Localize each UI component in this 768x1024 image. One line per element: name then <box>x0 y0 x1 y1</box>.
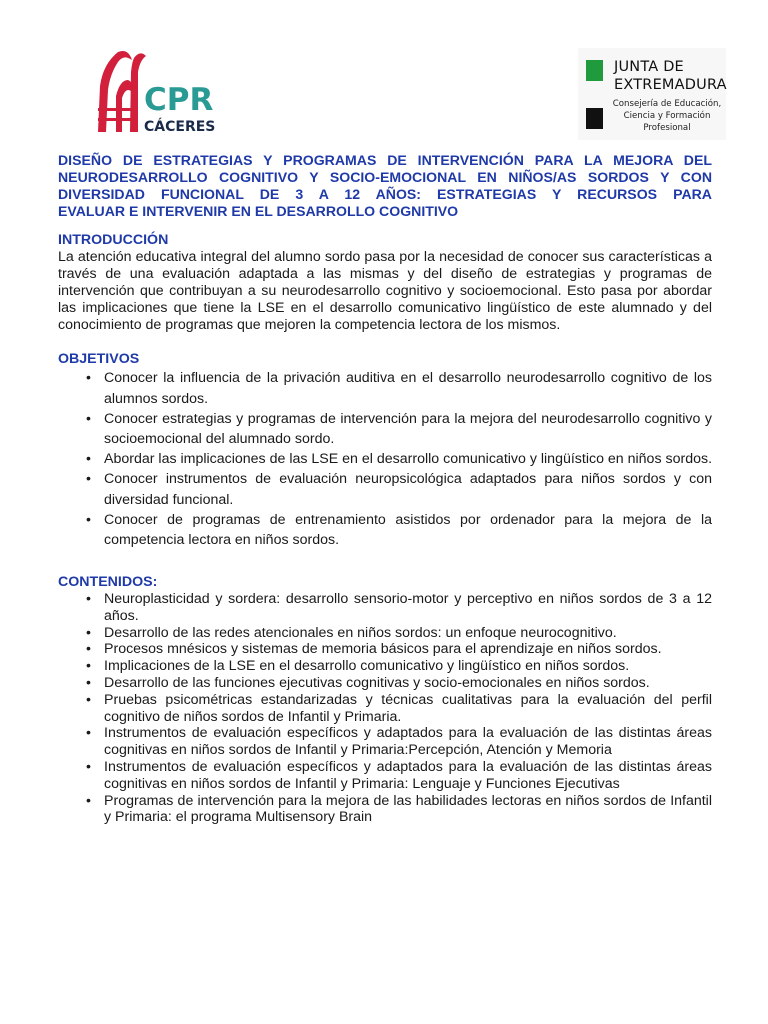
intro-heading: INTRODUCCIÓN <box>58 232 169 248</box>
content-text: Desarrollo de las redes atencionales en niños sordos: un enfoque neurocognitivo. <box>104 624 617 641</box>
objective-text: Conocer de programas de entrenamiento asistidos por ordenador para la mejora de la competencia lectora en niños sordos. <box>104 511 712 548</box>
list-item <box>58 449 712 470</box>
document-body <box>58 152 712 826</box>
consejeria-line2: Ciencia y Formación <box>623 111 711 121</box>
list-item <box>58 641 712 658</box>
list-item <box>58 591 712 625</box>
svg-text:CPR: CPR <box>144 82 214 118</box>
consejeria-label <box>611 98 723 134</box>
list-item <box>58 469 712 510</box>
bullet-icon: • <box>86 471 91 487</box>
list-item <box>58 675 712 692</box>
bullet-icon: • <box>86 658 91 675</box>
objective-text: Conocer estrategias y programas de intervención para la mejora del neurodesarrollo cognitivo y socioemocional del alumnado sordo. <box>104 410 712 447</box>
content-text: Instrumentos de evaluación específicos y adaptados para la evaluación de las distintas áreas cognitivas en niños sordos de Infantil y Primaria:Percepción, Atención y Memoria <box>104 725 712 759</box>
objective-text: Abordar las implicaciones de las LSE en el desarrollo comunicativo y lingüístico en niños sordos. <box>104 451 713 467</box>
contents-heading: CONTENIDOS: <box>58 574 158 590</box>
list-item <box>58 658 712 675</box>
cpr-letters <box>144 82 213 118</box>
objective-text: Conocer la influencia de la privación auditiva en el desarrollo neurodesarrollo cognitivo de los alumnos sordos. <box>104 370 712 407</box>
content-text: Instrumentos de evaluación específicos y adaptados para la evaluación de las distintas áreas cognitivas en niños sordos de Infantil y Primaria: Lenguaje y Funciones Ejecutivas <box>104 758 712 792</box>
junta-name <box>614 58 727 94</box>
intro-paragraph: La atención educativa integral del alumno sordo pasa por la necesidad de conocer sus características a través de una evaluación adaptada a las mismas y del diseño de estrategias y programas de intervención que contribuyan a su neurodesarrollo cognitivo y socioemocional. Esto pasa por abordar las implicaciones que tiene la LSE en el desarrollo comunicativo lingüístico de este alumnado y del conocimiento de programas que mejoren la competencia lectora de los mismos. <box>58 249 712 333</box>
bullet-icon: • <box>86 725 91 742</box>
junta-extremadura-logo <box>578 48 726 140</box>
content-text: Desarrollo de las funciones ejecutivas cognitivas y socio-emocionales en niños sordos. <box>104 674 650 691</box>
list-item <box>58 625 712 642</box>
cpr-caceres-logo <box>94 46 234 136</box>
list-item <box>58 759 712 793</box>
list-item <box>58 510 712 551</box>
objectives-heading: OBJETIVOS <box>58 351 140 367</box>
objectives-list <box>58 368 712 551</box>
objective-text: Conocer instrumentos de evaluación neuropsicológica adaptados para niños sordos y con diversidad funcional. <box>104 471 712 508</box>
bullet-icon: • <box>86 691 91 708</box>
city-label: CÁCERES <box>144 119 216 135</box>
bullet-icon: • <box>86 511 91 528</box>
black-square-icon <box>586 108 603 129</box>
list-item <box>58 793 712 827</box>
title-line: EVALUAR E INTERVENIR EN EL DESARROLLO COGNITIVO <box>58 203 459 219</box>
consejeria-line3: Profesional <box>643 123 691 133</box>
list-item <box>58 725 712 759</box>
bullet-icon: • <box>86 410 91 427</box>
bullet-icon: • <box>86 370 91 386</box>
document-title <box>58 152 712 220</box>
bullet-icon: • <box>86 641 91 658</box>
title-line: DISEÑO DE ESTRATEGIAS Y PROGRAMAS DE INTERVENCIÓN PARA LA MEJORA DEL <box>58 152 712 168</box>
junta-line1: JUNTA DE <box>614 59 684 75</box>
content-text: Programas de intervención para la mejora de las habilidades lectoras en niños sordos de Infantil y Primaria: el programa Multisensory Brain <box>104 792 712 826</box>
junta-line2: EXTREMADURA <box>614 77 727 93</box>
list-item <box>58 692 712 726</box>
content-text: Neuroplasticidad y sordera: desarrollo sensorio-motor y perceptivo en niños sordos de 3 a 12 años. <box>104 591 712 624</box>
arch-emblem <box>98 51 146 132</box>
bullet-icon: • <box>86 591 91 607</box>
content-text: Implicaciones de la LSE en el desarrollo comunicativo y lingüístico en niños sordos. <box>104 658 630 675</box>
contents-list <box>58 591 712 826</box>
green-square-icon <box>586 60 603 81</box>
list-item <box>58 409 712 450</box>
bullet-icon: • <box>86 624 91 641</box>
bullet-icon: • <box>86 792 91 809</box>
bullet-icon: • <box>86 451 91 467</box>
title-line: NEURODESARROLLO COGNITIVO Y SOCIO-EMOCIONAL EN NIÑOS/AS SORDOS Y CON <box>58 169 712 185</box>
content-text: Pruebas psicométricas estandarizadas y técnicas cualitativas para la evaluación del perfil cognitivo de niños sordos de Infantil y Primaria. <box>104 691 712 725</box>
content-text: Procesos mnésicos y sistemas de memoria básicos para el aprendizaje en niños sordos. <box>104 641 662 658</box>
bullet-icon: • <box>86 758 91 775</box>
bullet-icon: • <box>86 674 91 691</box>
title-line: DIVERSIDAD FUNCIONAL DE 3 A 12 AÑOS: ESTRATEGIAS Y RECURSOS PARA <box>58 186 712 202</box>
list-item <box>58 368 712 409</box>
consejeria-line1: Consejería de Educación, <box>612 99 722 109</box>
